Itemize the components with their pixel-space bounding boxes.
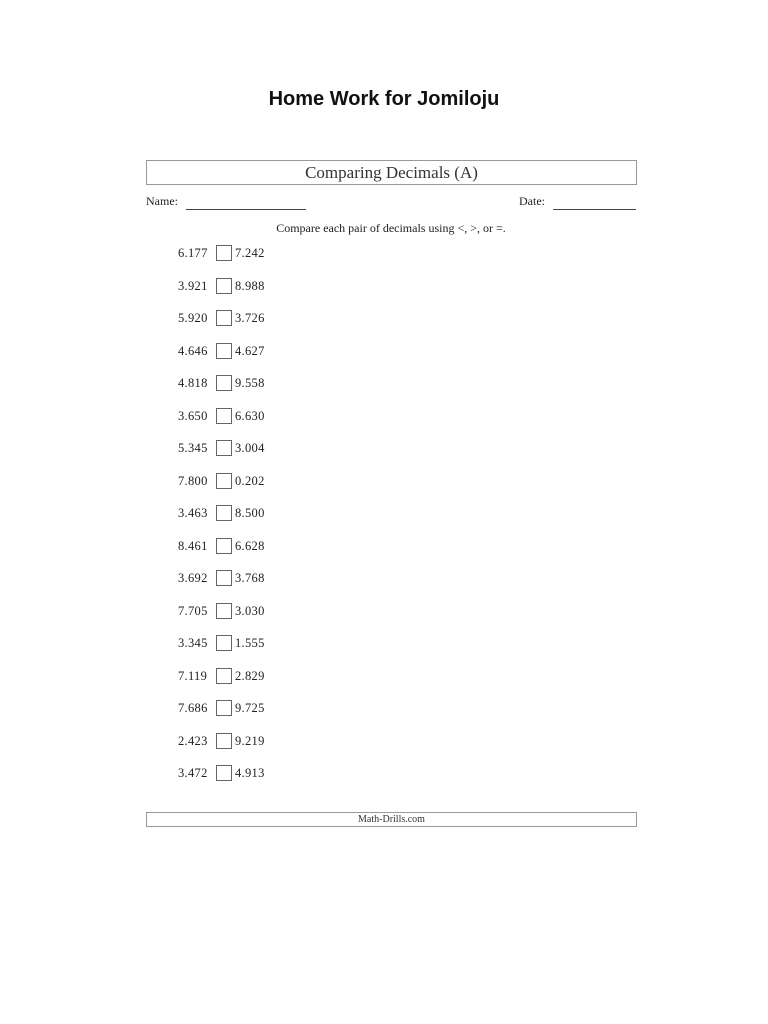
decimal-left: 3.463 <box>178 506 208 520</box>
problem-row <box>178 635 265 668</box>
decimal-left: 3.921 <box>178 278 208 293</box>
page-title: Home Work for Jomiloju <box>268 88 500 110</box>
decimal-left: 7.800 <box>178 473 208 488</box>
problem-row <box>178 733 265 766</box>
decimal-left: 2.423 <box>178 733 208 748</box>
decimal-right: 9.558 <box>235 376 265 390</box>
decimal-right: 4.627 <box>235 343 265 358</box>
decimal-right: 6.630 <box>235 408 265 423</box>
decimal-left: 7.686 <box>178 701 208 715</box>
decimal-right: 7.242 <box>235 246 265 260</box>
answer-box <box>216 570 232 586</box>
decimal-right: 8.988 <box>235 278 265 293</box>
decimal-right: 4.913 <box>235 766 265 780</box>
answer-box <box>216 245 232 261</box>
decimal-left: 5.345 <box>178 441 208 455</box>
decimal-left: 6.177 <box>178 246 208 260</box>
problem-row <box>178 603 265 636</box>
answer-box <box>216 505 232 521</box>
decimal-right: 6.628 <box>235 538 265 553</box>
name-field-line <box>186 209 306 210</box>
problem-row <box>178 375 265 408</box>
answer-box <box>216 310 232 326</box>
answer-box <box>216 375 232 391</box>
problem-list <box>178 245 265 798</box>
decimal-right: 9.725 <box>235 701 265 715</box>
problem-row <box>178 570 265 603</box>
answer-box <box>216 635 232 651</box>
decimal-left: 3.345 <box>178 636 208 650</box>
decimal-right: 3.004 <box>235 441 265 455</box>
decimal-right: 2.829 <box>235 668 265 683</box>
instructions: Compare each pair of decimals using <, >, or =. <box>276 221 506 235</box>
problem-row <box>178 765 265 798</box>
decimal-left: 3.692 <box>178 571 208 585</box>
problem-row <box>178 310 265 343</box>
decimal-left: 7.705 <box>178 603 208 618</box>
answer-box <box>216 733 232 749</box>
decimal-left: 4.818 <box>178 376 208 390</box>
problem-row <box>178 440 265 473</box>
answer-box <box>216 408 232 424</box>
decimal-right: 0.202 <box>235 473 265 488</box>
date-field-line <box>553 209 636 210</box>
worksheet-title: Comparing Decimals (A) <box>146 160 637 185</box>
answer-box <box>216 343 232 359</box>
problem-row <box>178 278 265 311</box>
answer-box <box>216 700 232 716</box>
decimal-right: 3.726 <box>235 311 265 325</box>
decimal-right: 9.219 <box>235 733 265 748</box>
decimal-right: 8.500 <box>235 506 265 520</box>
decimal-right: 3.030 <box>235 603 265 618</box>
answer-box <box>216 440 232 456</box>
problem-row <box>178 505 265 538</box>
answer-box <box>216 538 232 554</box>
answer-box <box>216 473 232 489</box>
problem-row <box>178 473 265 506</box>
decimal-left: 4.646 <box>178 343 208 358</box>
name-label: Name: <box>146 194 178 208</box>
answer-box <box>216 603 232 619</box>
date-label: Date: <box>519 194 545 208</box>
footer-credit: Math-Drills.com <box>146 812 637 827</box>
problem-row <box>178 408 265 441</box>
decimal-left: 8.461 <box>178 538 208 553</box>
answer-box <box>216 765 232 781</box>
decimal-left: 3.650 <box>178 408 208 423</box>
answer-box <box>216 278 232 294</box>
decimal-left: 5.920 <box>178 311 208 325</box>
problem-row <box>178 668 265 701</box>
decimal-right: 3.768 <box>235 571 265 585</box>
decimal-right: 1.555 <box>235 636 265 650</box>
problem-row <box>178 700 265 733</box>
answer-box <box>216 668 232 684</box>
decimal-left: 7.119 <box>178 668 208 683</box>
decimal-left: 3.472 <box>178 766 208 780</box>
problem-row <box>178 343 265 376</box>
problem-row <box>178 538 265 571</box>
problem-row <box>178 245 265 278</box>
